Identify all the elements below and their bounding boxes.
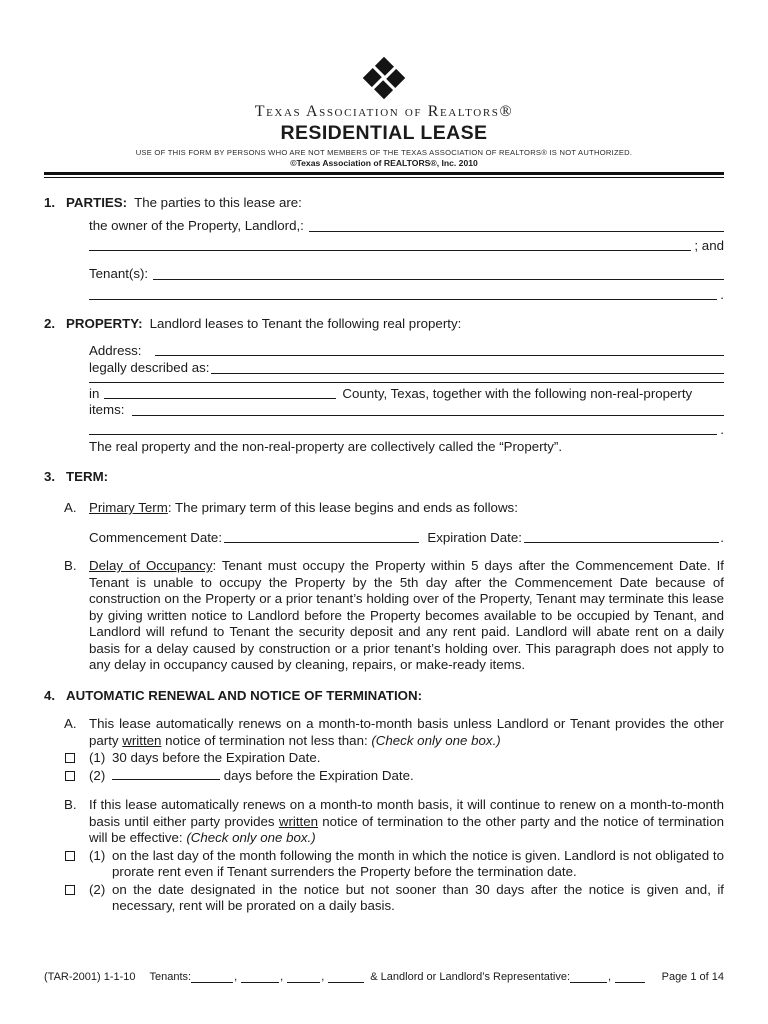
county-line bbox=[89, 386, 724, 403]
property-closing-sentence: The real property and the non-real-property are collectively called the “Property”. bbox=[89, 439, 563, 454]
legal-description-line bbox=[89, 360, 724, 377]
items-field bbox=[132, 415, 724, 416]
expiration-date-label: Expiration Date: bbox=[427, 529, 522, 545]
term-dates-line bbox=[44, 530, 724, 547]
commencement-date-label: Commencement Date: bbox=[89, 529, 223, 545]
header-rule bbox=[44, 172, 724, 178]
address-label: Address: bbox=[89, 342, 142, 358]
clause-primary-term bbox=[44, 500, 724, 517]
renewal-b-option-2 bbox=[44, 882, 724, 915]
section-term-heading bbox=[44, 469, 724, 486]
clause-marker: B. bbox=[64, 797, 77, 812]
clause-text: notice of termination not less than: bbox=[161, 732, 372, 748]
clause-text: notice of termination to the other party and the notice of termination will be effective: bbox=[89, 813, 724, 845]
form-code: (TAR-2001) 1-1-10 bbox=[44, 971, 136, 983]
clause-text: This lease automatically renews on a month-to-month basis unless Landlord or Tenant provides the other party bbox=[89, 716, 724, 748]
section-renewal bbox=[44, 688, 724, 915]
landlord-label: the owner of the Property, Landlord,: bbox=[89, 218, 304, 233]
landlord-initials-field-1 bbox=[570, 980, 607, 983]
renewal-a-option-2 bbox=[44, 768, 724, 785]
items-line-suffix: . bbox=[720, 421, 724, 437]
underlined-word: written bbox=[278, 813, 319, 829]
landlord-line-suffix: ; and bbox=[694, 237, 724, 253]
landlord-name-field-continued bbox=[89, 250, 691, 251]
clause-delay-of-occupancy bbox=[44, 558, 724, 674]
county-field bbox=[104, 398, 336, 399]
landlord-line bbox=[89, 218, 724, 235]
clause-heading: Delay of Occupancy bbox=[89, 558, 213, 573]
tenant-label: Tenant(s): bbox=[89, 266, 149, 281]
section-title: PARTIES: bbox=[66, 194, 128, 210]
check-one-box-note: (Check only one box.) bbox=[186, 830, 316, 845]
renewal-a-option-1 bbox=[44, 750, 724, 767]
tenant-initials-field-3 bbox=[287, 980, 320, 983]
clause-marker: A. bbox=[64, 500, 77, 515]
page-number: Page 1 of 14 bbox=[661, 971, 724, 983]
option-marker: (2) bbox=[89, 881, 106, 897]
clause-renewal-b bbox=[44, 797, 724, 847]
clause-renewal-a bbox=[44, 716, 724, 749]
legal-description-field-continued bbox=[89, 382, 724, 383]
items-label: items: bbox=[89, 402, 125, 417]
tenant-names-field-continued bbox=[89, 299, 717, 300]
section-renewal-heading bbox=[44, 688, 724, 705]
commencement-date-field bbox=[224, 542, 419, 543]
tenant-initials-field-2 bbox=[241, 980, 279, 983]
realtor-diamond-logo-icon bbox=[44, 55, 724, 101]
address-field bbox=[155, 355, 724, 356]
check-one-box-note: (Check only one box.) bbox=[371, 732, 501, 748]
checkbox-renewal-a-2 bbox=[65, 771, 75, 781]
section-term bbox=[44, 469, 724, 674]
section-parties-heading bbox=[44, 195, 724, 212]
section-intro: The parties to this lease are: bbox=[134, 194, 302, 210]
renewal-b-option-1 bbox=[44, 848, 724, 881]
section-intro: Landlord leases to Tenant the following real property: bbox=[149, 316, 462, 331]
tenant-names-field bbox=[153, 279, 724, 280]
tenant-initials-field-1 bbox=[191, 980, 233, 983]
items-line bbox=[89, 402, 724, 419]
section-title: PROPERTY: bbox=[66, 316, 143, 331]
footer-tenants-label: Tenants: bbox=[149, 971, 192, 983]
checkbox-renewal-b-1 bbox=[65, 851, 75, 861]
section-property bbox=[44, 316, 724, 456]
dates-line-suffix: . bbox=[720, 529, 724, 545]
days-notice-field bbox=[112, 777, 220, 780]
section-number: 4. bbox=[44, 687, 56, 703]
items-field-continued bbox=[89, 434, 717, 435]
org-name: Texas Association of Realtors® bbox=[254, 103, 514, 120]
form-title: RESIDENTIAL LEASE bbox=[280, 121, 488, 144]
checkbox-renewal-a-1 bbox=[65, 753, 75, 763]
option-marker: (1) bbox=[89, 847, 106, 863]
section-number: 1. bbox=[44, 194, 56, 210]
option-text: 30 days before the Expiration Date. bbox=[112, 750, 321, 765]
option-text: on the date designated in the notice but not sooner than 30 days after the notice is given and, if necessary, rent will be prorated on a daily basis. bbox=[112, 881, 724, 913]
items-continuation-line bbox=[89, 422, 724, 439]
section-parties bbox=[44, 195, 724, 304]
separator: , bbox=[234, 971, 238, 983]
county-suffix: County, Texas, together with the following non-real-property bbox=[342, 385, 693, 401]
clause-heading: Primary Term bbox=[89, 500, 168, 515]
option-text: days before the Expiration Date. bbox=[223, 767, 414, 783]
tenant-line-suffix: . bbox=[720, 286, 724, 302]
section-number: 2. bbox=[44, 316, 56, 331]
page-footer bbox=[44, 971, 724, 984]
expiration-date-field bbox=[524, 542, 719, 543]
separator: , bbox=[321, 971, 325, 983]
tenant-line bbox=[89, 266, 724, 283]
separator: , bbox=[608, 971, 612, 983]
section-number: 3. bbox=[44, 468, 56, 484]
landlord-initials-field-2 bbox=[615, 980, 645, 983]
section-property-heading bbox=[44, 316, 724, 333]
copyright-line: ©Texas Association of REALTORS®, Inc. 2010 bbox=[290, 157, 478, 168]
address-line bbox=[89, 343, 724, 360]
usage-notice: USE OF THIS FORM BY PERSONS WHO ARE NOT MEMBERS OF THE TEXAS ASSOCIATION OF REALTORS® IS NOT AUTHORIZED. bbox=[135, 147, 633, 157]
legal-description-label: legally described as: bbox=[89, 360, 210, 375]
separator: , bbox=[280, 971, 284, 983]
clause-text: If this lease automatically renews on a month-to month basis, it will continue to renew on a month-to-month basis until either party provides bbox=[89, 797, 724, 829]
landlord-name-field bbox=[309, 231, 724, 232]
clause-text: : The primary term of this lease begins and ends as follows: bbox=[167, 500, 518, 515]
option-text: on the last day of the month following the month in which the notice is given. Landlord is not obligated to prorate rent even if Tenant surrenders the Property before the termination date. bbox=[112, 847, 724, 879]
county-prefix: in bbox=[89, 385, 100, 401]
tenant-continuation-line bbox=[89, 287, 724, 304]
landlord-continuation-line bbox=[89, 238, 724, 255]
option-marker: (2) bbox=[89, 767, 106, 783]
section-title: AUTOMATIC RENEWAL AND NOTICE OF TERMINATION: bbox=[66, 687, 423, 703]
legal-description-field bbox=[211, 373, 724, 374]
tenant-initials-field-4 bbox=[328, 980, 364, 983]
clause-text: : Tenant must occupy the Property within 5 days after the Commencement Date. If Tenant is unable to occupy the Property by the 5th day after the Commencement Date because of construction on the Property or a prior tenant’s holding over of the Property, Tenant may terminate this lease by giving written notice to Landlord before the Property becomes available to be occupied by Tenant, and Landlord will refund to Tenant the security deposit and any rent paid. Landlord will abate rent on a daily basis for a delay caused by construction or a prior tenant’s holding over. This paragraph does not apply to any delay in occupancy caused by cleaning, repairs, or make-ready items. bbox=[89, 558, 724, 672]
footer-landlord-label: & Landlord or Landlord’s Representative: bbox=[370, 971, 571, 983]
underlined-word: written bbox=[122, 732, 162, 748]
checkbox-renewal-b-2 bbox=[65, 885, 75, 895]
clause-marker: B. bbox=[64, 558, 77, 573]
option-marker: (1) bbox=[89, 750, 106, 765]
clause-marker: A. bbox=[64, 716, 77, 731]
section-title: TERM: bbox=[66, 468, 109, 484]
document-header bbox=[44, 0, 724, 178]
